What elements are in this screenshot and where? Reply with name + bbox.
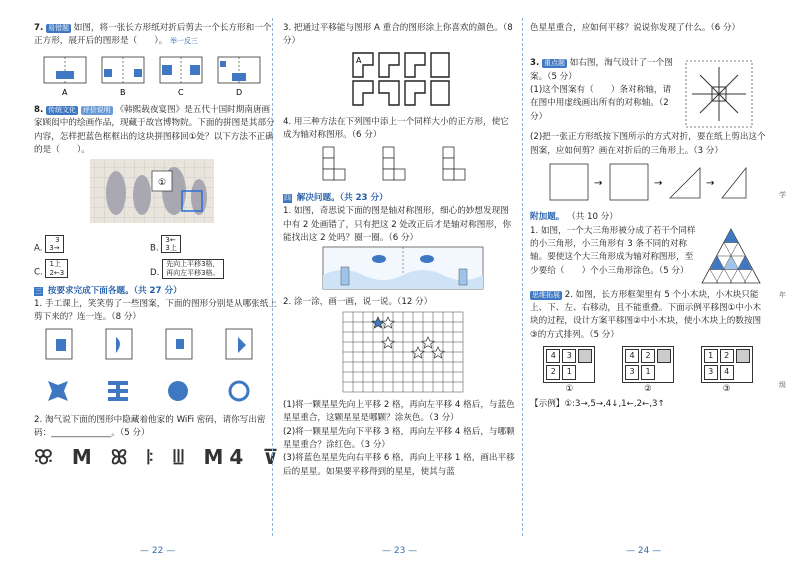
q7-label-b: B: [120, 87, 126, 97]
q8-option-b[interactable]: [150, 235, 270, 256]
q8-opt-b-bottom: 3上: [165, 243, 177, 252]
shape-4[interactable]: [431, 53, 449, 77]
cut-results: [48, 381, 248, 401]
s4-q2-part1: (1)将一颗星星先向上平移 2 格，再向左平移 4 格后，与蓝色星星重合，这颗星星是哪颗？涂灰色。（3 分）: [283, 400, 515, 424]
extra-q2-tag: 思维拓展: [532, 290, 560, 299]
section-4-heading: [283, 192, 515, 205]
shape-8[interactable]: [431, 81, 449, 105]
wifi-glyph-3: ꕤ: [110, 445, 134, 470]
q8-option-a[interactable]: [34, 235, 150, 256]
block-grids: [530, 346, 766, 396]
mid-q4: 4. 用三种方法在下列图中添上一个同样大小的正方形，使它成为轴对称图形。（6 分）: [283, 116, 509, 141]
side-label-2: 年: [779, 291, 786, 299]
section-3-heading: [34, 285, 278, 298]
q7-label-d: D: [236, 87, 243, 97]
painting-puzzle: [34, 157, 274, 227]
apple-icon[interactable]: [168, 381, 188, 401]
extra-title: 附加题。: [530, 212, 565, 223]
q8-text: 《韩熙载夜宴图》是五代十国时期南唐画家顾闳中的绘画作品，现藏于故宫博物院。下面的拼图是其部分内容，怎样把蓝色框框出的这块拼图移回①处？以下方法不正确的是（ ）。: [34, 104, 275, 155]
fold-step-1: [550, 164, 588, 200]
g1-cell-2[interactable]: 3: [562, 349, 576, 363]
bird-right[interactable]: [420, 255, 434, 263]
side-label-1: 学: [779, 191, 786, 199]
q8-opt-d-box: [162, 259, 223, 279]
q8-opt-c-label: C.: [34, 267, 43, 278]
right-q3-intro: 如右图，淘气设计了一个图案。（5 分）: [530, 58, 673, 82]
star-5[interactable]: [422, 337, 434, 348]
q8-opt-c-box: [45, 259, 68, 278]
q7-tag: 易错题: [47, 24, 69, 32]
symmetry-scene: [283, 245, 513, 291]
s4-q1: 1. 如图，奇思说下面的图是轴对称图形，细心的妙想发现图中有 2 处画错了，只有把这 2 处改正后才是轴对称图形，你能找出这 2 处吗？圈一圈。（6 分）: [283, 206, 512, 243]
q8-opt-b-label: B.: [150, 242, 159, 253]
triangle-grid: [698, 225, 764, 289]
paper-cut-figures: [34, 325, 274, 409]
q8-opt-a-label: A.: [34, 242, 43, 253]
q8-opt-b-box: [161, 235, 180, 254]
snowflake-pattern: [678, 57, 758, 131]
translation-shapes: [283, 49, 513, 111]
fold-step-2: [610, 164, 648, 200]
q8-option-c[interactable]: [34, 259, 150, 280]
side-label-3: 级: [779, 381, 786, 389]
extra-score: （共 10 分）: [567, 212, 618, 223]
s4-q2-part3: (3)将蓝色星星先向右平移 6 格，再向上平移 1 格，画出平移后的星星。如果要平移得到的星星，使其与蓝: [283, 453, 515, 477]
page-number-22: — 22 —: [140, 546, 176, 556]
block-grid-2: [622, 346, 674, 396]
right-continuation: 色星星重合，应如何平移？说说你发现了什么。（6 分）: [530, 23, 741, 33]
slot-1-marker: ①: [158, 178, 167, 189]
q8-number: 8.: [34, 104, 44, 115]
grid-label-3: ③: [722, 383, 731, 394]
section-4-number: 四: [284, 193, 291, 202]
divider-1: [272, 18, 273, 536]
q8: [34, 104, 278, 157]
shape-3[interactable]: [405, 53, 425, 77]
q8-opt-d-line2: 再向左平移3格。: [166, 269, 220, 278]
s4-q2-part2: (2)将一颗星星先向下平移 3 格，再向左平移 4 格后，与哪颗星星重合？涂红色。（3 分）: [283, 426, 515, 450]
block-grid-3: [701, 346, 753, 396]
mid-q3: 3. 把通过平移能与图形 A 重合的图形涂上你喜欢的颜色。（8 分）: [283, 23, 513, 47]
page-number-23: — 23 —: [382, 546, 418, 556]
wifi-glyph-2: Ⅿ: [71, 445, 98, 470]
shape-6[interactable]: [379, 81, 399, 105]
block-grid-1: [543, 346, 595, 396]
fold-step-3: [670, 168, 700, 198]
g2-cell-3[interactable]: 3: [625, 365, 639, 379]
s3-q1: 1. 手工课上，笑笑剪了一些图案，下面的图形分别是从哪张纸上剪下来的？连一连。（8 分）: [34, 298, 277, 323]
q7-number: 7.: [34, 23, 44, 33]
page-right: [530, 22, 766, 411]
arrow-1: →: [594, 177, 603, 189]
wifi-glyph-1: ꕣ: [34, 445, 59, 470]
right-q3-tag: 重点题: [543, 59, 565, 68]
g2-cell-1[interactable]: 4: [625, 349, 639, 363]
q8-option-d[interactable]: [150, 259, 274, 280]
folding-steps: [530, 158, 760, 206]
shape-a-label: A: [356, 55, 362, 65]
q8-opt-d-label: D.: [150, 268, 160, 279]
right-q3-part1: (1)这个图案有（ ）条对称轴，请在图中用虚线画出所有的对称轴。（2 分）: [530, 84, 672, 122]
q8-options: [34, 235, 278, 281]
q7: [34, 22, 278, 49]
g3-cell-1[interactable]: 1: [704, 349, 718, 363]
flower-icon[interactable]: [230, 382, 248, 400]
right-q3-part2: (2)把一张正方形纸按下图所示的方式对折，要在纸上剪出这个图案，应如何剪？画在对折后的三角形上。（3 分）: [530, 132, 766, 156]
g1-cell-1[interactable]: 4: [546, 349, 560, 363]
g3-cell-4[interactable]: 4: [720, 365, 734, 379]
bird-left[interactable]: [372, 255, 386, 263]
bottle-right[interactable]: [459, 269, 467, 285]
fold-step-4: [722, 168, 746, 198]
wifi-glyph-6: Ⅿ4: [203, 445, 250, 470]
extra-q2: 2. 如图，长方形框架里有 5 个小木块，小木块只能上、下、左、右移动，且不能重叠。下面示例平移图①中小木块的过程，设计方案平移图②中小木块，使小木块上的数按图③的方式排列。（5 分）: [530, 289, 762, 340]
g3-cell-3[interactable]: 3: [704, 365, 718, 379]
g2-cell-2[interactable]: 2: [641, 349, 655, 363]
s3-q2: 2. 淘气说下面的图形中隐藏着他家的 WiFi 密码，请你写出密码：______________。（5 分）: [34, 414, 266, 439]
extra-q1: 1. 如图，一个大三角形被分成了若干个同样的小三角形，小三角形有 3 条不同的对称轴。要使这个大三角形成为轴对称图形，至少要给（ ）个小三角形涂色。（5 分）: [530, 225, 696, 276]
section-4-title: 解决问题。（共 23 分）: [296, 192, 388, 203]
q8-opt-c-top: 1上: [49, 260, 61, 269]
q7-option-a[interactable]: [44, 57, 86, 83]
q8-opt-b-top: 3←: [165, 235, 176, 244]
page-number-24: — 24 —: [626, 546, 662, 556]
g2-cell-4[interactable]: 1: [641, 365, 655, 379]
dragonfly-icon[interactable]: [48, 381, 68, 401]
square-figures: [283, 143, 513, 187]
s4-q2: 2. 涂一涂，画一画，说一说。（12 分）: [283, 297, 433, 308]
example-answer: 【示例】①:3→,5→,4↓,1←,2←,3↑: [530, 398, 665, 409]
divider-2: [522, 18, 523, 536]
q8-tag-culture: 传统文化: [47, 105, 76, 114]
page-left: [34, 22, 285, 473]
star-4[interactable]: [412, 347, 424, 358]
blue-star[interactable]: [372, 317, 384, 328]
right-q3-block: [530, 57, 766, 131]
q7-option-d[interactable]: [218, 57, 260, 83]
g1-cell-4[interactable]: 1: [562, 365, 576, 379]
g3-cell-2[interactable]: 2: [720, 349, 734, 363]
q7-text: 如图，将一张长方形纸对折后剪去一个长方形和一个正方形，展开后的图形是（ ）。: [34, 23, 272, 47]
star-grid: [283, 310, 513, 394]
q7-link[interactable]: 举一反三: [169, 37, 198, 46]
q7-option-b[interactable]: [102, 57, 144, 83]
section-3-title: 按要求完成下面各题。（共 27 分）: [47, 285, 182, 296]
q8-opt-a-box: [45, 235, 63, 254]
grid-label-1: ①: [565, 383, 574, 394]
shape-2[interactable]: [379, 53, 399, 77]
section-3-number: 三: [35, 286, 42, 295]
arrow-2: →: [654, 177, 663, 189]
q8-opt-a-top: 3: [55, 235, 60, 244]
arrow-3: →: [706, 177, 715, 189]
bottle-left[interactable]: [341, 267, 349, 285]
q7-label-a: A: [62, 87, 68, 97]
g1-cell-3[interactable]: 2: [546, 365, 560, 379]
wifi-glyph-7: ⊽: [262, 445, 285, 470]
star-6[interactable]: [432, 347, 444, 358]
q7-options-figure: [34, 49, 274, 99]
extra-q1-block: [530, 225, 766, 289]
q8-opt-a-bottom: 3→: [49, 243, 60, 252]
wifi-glyph-5: ꔗ: [172, 445, 191, 470]
q7-option-c[interactable]: [160, 57, 202, 83]
right-q3-number: 3.: [530, 58, 540, 69]
page-middle: [283, 22, 515, 479]
q8-opt-d-line1: 先向上平移3格，: [166, 260, 220, 269]
extra-heading: [530, 211, 766, 224]
star-2[interactable]: [382, 317, 394, 328]
q8-opt-c-bottom: 2←3: [49, 268, 65, 277]
shape-7[interactable]: [405, 81, 425, 105]
q8-tag-eval: 评价说明: [82, 105, 111, 114]
star-3[interactable]: [382, 337, 394, 348]
wifi-glyph-row: [34, 442, 285, 473]
wifi-glyph-4: ꖎ: [146, 445, 160, 470]
right-q3-text: [530, 57, 678, 131]
grid-label-2: ②: [644, 383, 652, 394]
q7-label-c: C: [178, 87, 184, 97]
shape-5[interactable]: [353, 81, 373, 105]
